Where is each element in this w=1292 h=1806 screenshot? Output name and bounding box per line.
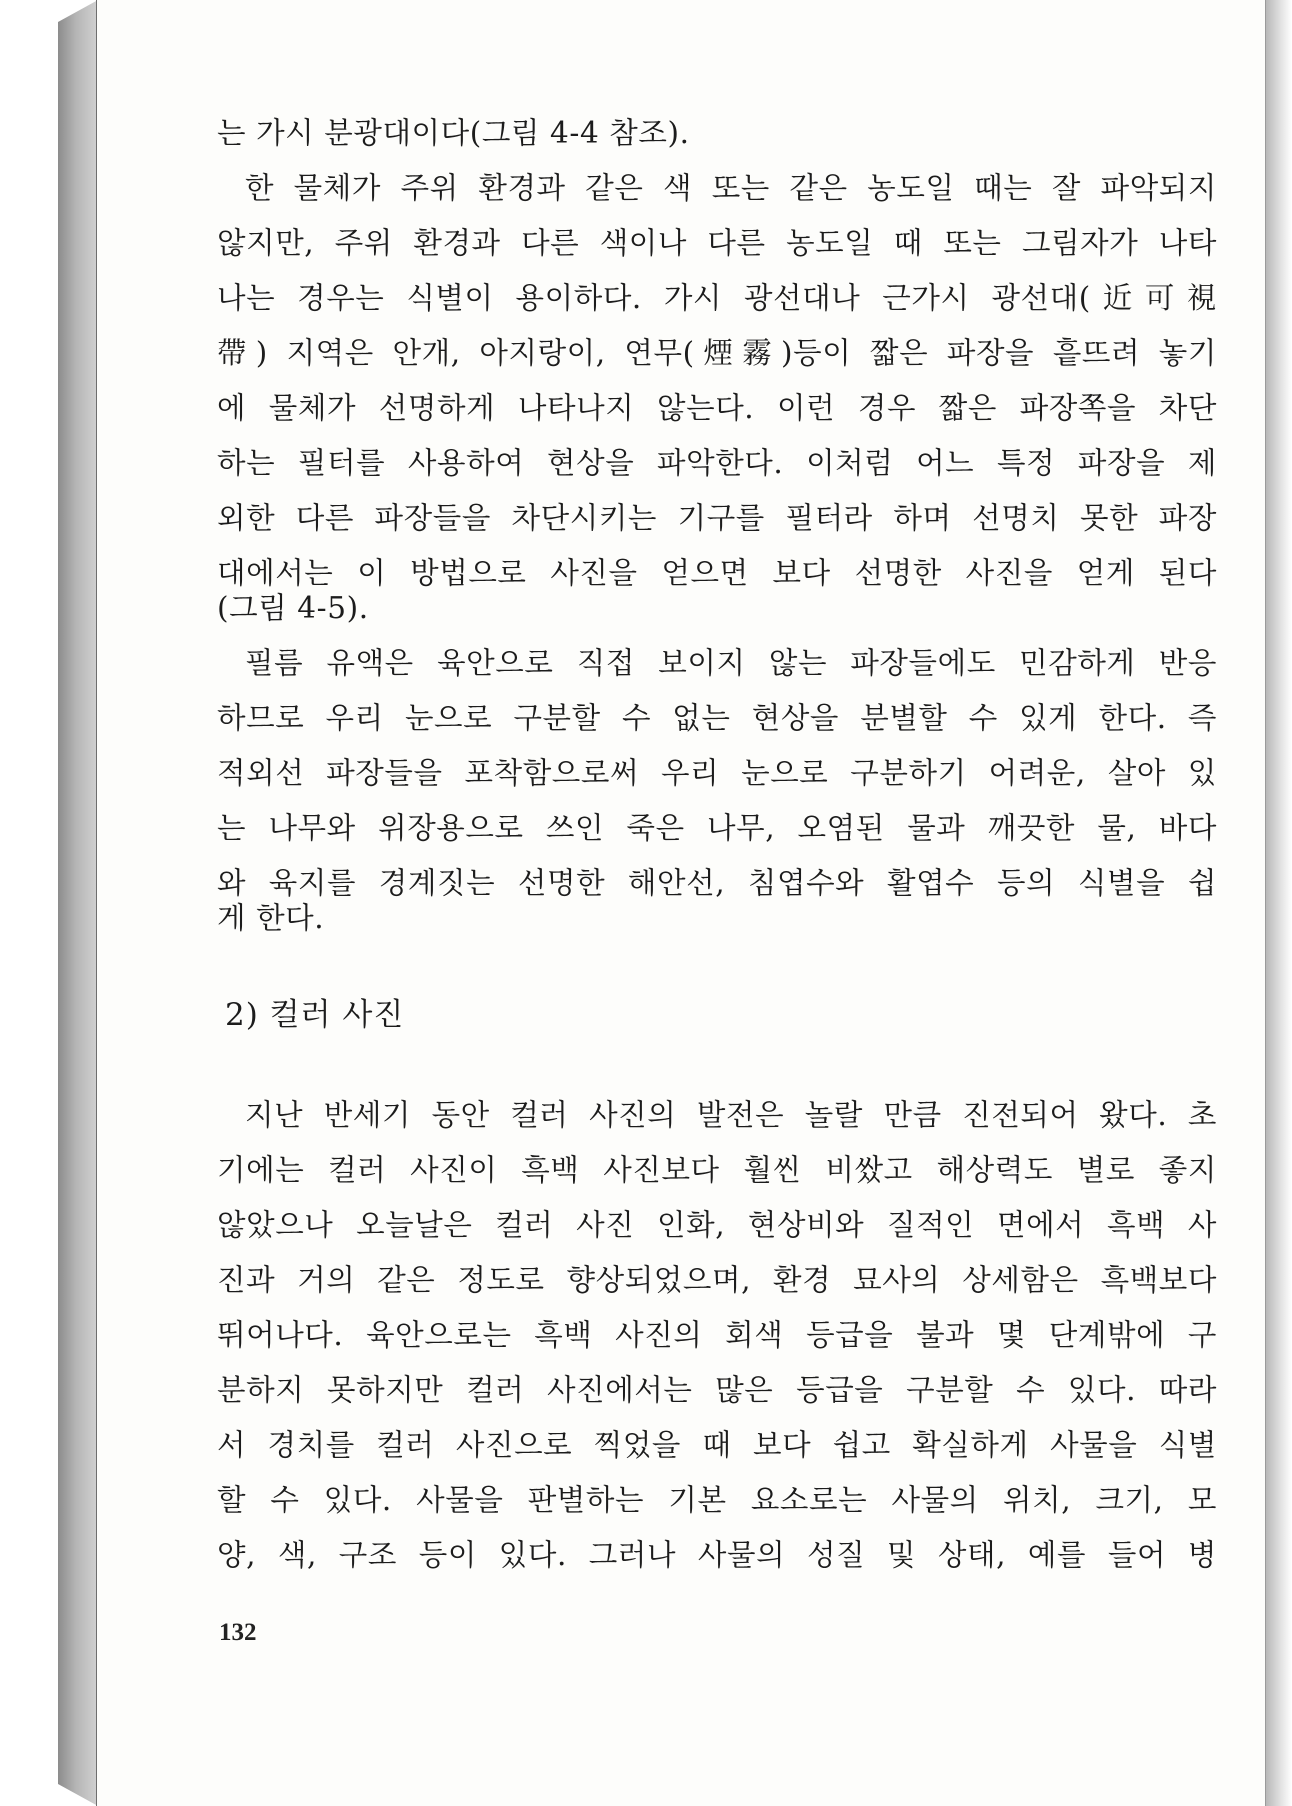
page-number: 132 [219, 1619, 257, 1646]
text-line: 기에는 컬러 사진이 흑백 사진보다 훨씬 비쌌고 해상력도 별로 좋지 [217, 1153, 1217, 1187]
text-line: 나는 경우는 식별이 용이하다. 가시 광선대나 근가시 광선대(近可視 [217, 281, 1217, 315]
book-spine-top-edge [58, 0, 98, 22]
book-spine [58, 0, 98, 1806]
text-line: 에 물체가 선명하게 나타나지 않는다. 이런 경우 짧은 파장쪽을 차단 [217, 391, 1217, 425]
book-spine-bottom-edge [58, 1784, 98, 1806]
text-line: 양, 색, 구조 등이 있다. 그러나 사물의 성질 및 상태, 예를 들어 병 [217, 1538, 1217, 1572]
text-line: 않지만, 주위 환경과 다른 색이나 다른 농도일 때 또는 그림자가 나타 [217, 226, 1217, 260]
text-line: 않았으나 오늘날은 컬러 사진 인화, 현상비와 질적인 면에서 흑백 사 [217, 1208, 1217, 1242]
text-line: 적외선 파장들을 포착함으로써 우리 눈으로 구분하기 어려운, 살아 있 [217, 756, 1217, 790]
book-page [96, 0, 1266, 1806]
text-line: 한 물체가 주위 환경과 같은 색 또는 같은 농도일 때는 잘 파악되지 [245, 171, 1217, 205]
text-line: 서 경치를 컬러 사진으로 찍었을 때 보다 쉽고 확실하게 사물을 식별 [217, 1428, 1217, 1462]
text-line: 뛰어나다. 육안으로는 흑백 사진의 회색 등급을 불과 몇 단계밖에 구 [217, 1318, 1217, 1352]
text-line: 분하지 못하지만 컬러 사진에서는 많은 등급을 구분할 수 있다. 따라 [217, 1373, 1217, 1407]
text-line: 하는 필터를 사용하여 현상을 파악한다. 이처럼 어느 특정 파장을 제 [217, 446, 1217, 480]
text-line: 는 나무와 위장용으로 쓰인 죽은 나무, 오염된 물과 깨끗한 물, 바다 [217, 811, 1217, 845]
text-line: 진과 거의 같은 정도로 향상되었으며, 환경 묘사의 상세함은 흑백보다 [217, 1263, 1217, 1297]
text-line: 외한 다른 파장들을 차단시키는 기구를 필터라 하며 선명치 못한 파장 [217, 501, 1217, 535]
text-line: 지난 반세기 동안 컬러 사진의 발전은 놀랄 만큼 진전되어 왔다. 초 [245, 1098, 1217, 1132]
text-line: 필름 유액은 육안으로 직접 보이지 않는 파장들에도 민감하게 반응 [245, 646, 1217, 680]
page-edge-shadow [1266, 0, 1292, 1806]
text-line: 대에서는 이 방법으로 사진을 얻으면 보다 선명한 사진을 얻게 된다 [217, 556, 1217, 590]
section-heading: 2) 컬러 사진 [225, 997, 405, 1033]
text-line: 는 가시 분광대이다(그림 4-4 참조). [217, 116, 690, 150]
text-line: (그림 4-5). [217, 591, 369, 625]
text-line: 할 수 있다. 사물을 판별하는 기본 요소로는 사물의 위치, 크기, 모 [217, 1483, 1217, 1517]
text-line: 帶) 지역은 안개, 아지랑이, 연무(煙霧)등이 짧은 파장을 흩뜨려 놓기 [217, 336, 1217, 370]
text-line: 하므로 우리 눈으로 구분할 수 없는 현상을 분별할 수 있게 한다. 즉 [217, 701, 1217, 735]
text-line: 게 한다. [217, 901, 325, 935]
text-line: 와 육지를 경계짓는 선명한 해안선, 침엽수와 활엽수 등의 식별을 쉽 [217, 866, 1217, 900]
